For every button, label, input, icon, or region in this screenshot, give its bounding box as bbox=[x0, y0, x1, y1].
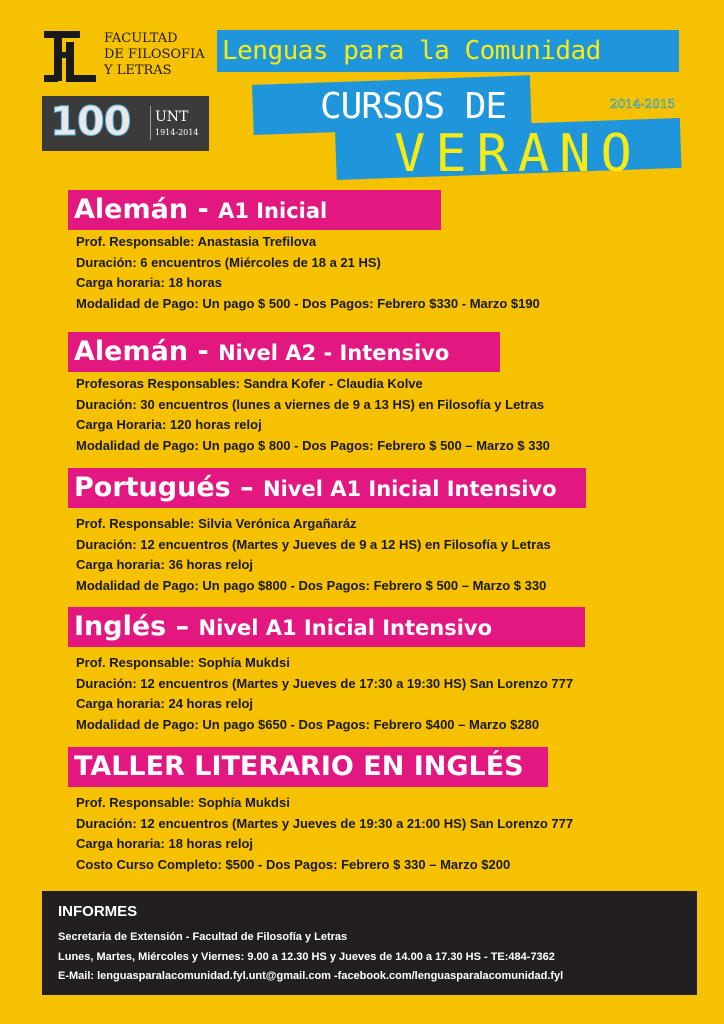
course-language: TALLER LITERARIO EN INGLÉS bbox=[74, 751, 524, 782]
course-separator: – bbox=[230, 472, 264, 503]
course-details bbox=[76, 232, 540, 314]
unt-100-label: 100 bbox=[50, 99, 131, 145]
course-language: Alemán bbox=[74, 194, 189, 225]
unt-centenary-badge bbox=[42, 96, 209, 151]
course-details bbox=[76, 793, 573, 875]
course-details bbox=[76, 653, 573, 735]
course-separator: – bbox=[166, 611, 199, 642]
page-title: Lenguas para la Comunidad bbox=[222, 36, 601, 66]
facultad-name bbox=[104, 31, 224, 79]
course-detail-line: Duración: 30 encuentros (lunes a viernes de 9 a 13 HS) en Filosofía y Letras bbox=[76, 396, 545, 412]
informes-details bbox=[58, 928, 563, 987]
course-detail-line: Carga horaria: 24 horas reloj bbox=[76, 696, 254, 711]
facultad-line: FACULTAD bbox=[104, 31, 178, 46]
course-detail-line: Prof. Responsable: Silvia Verónica Argañaráz bbox=[76, 516, 357, 531]
course-detail-line: Carga horaria: 36 horas reloj bbox=[76, 557, 254, 572]
informes-line: Secretaria de Extensión - Facultad de Filosofía y Letras bbox=[58, 931, 348, 943]
course-level: Nivel A2 - Intensivo bbox=[218, 341, 450, 365]
season-years: 2014-2015 bbox=[610, 97, 676, 111]
cursos-title: CURSOS DE bbox=[320, 86, 507, 127]
facultad-line: DE FILOSOFIA bbox=[104, 47, 205, 62]
course-detail-line: Duración: 12 encuentros (Martes y Jueves de 19:30 a 21:00 HS) San Lorenzo 777 bbox=[76, 815, 574, 831]
course-details bbox=[76, 374, 550, 456]
facultad-line: Y LETRAS bbox=[104, 63, 172, 78]
course-detail-line: Carga Horaria: 120 horas reloj bbox=[76, 417, 262, 432]
course-detail-line: Prof. Responsable: Anastasia Trefilova bbox=[76, 234, 317, 249]
course-detail-line: Duración: 12 encuentros (Martes y Jueves de 17:30 a 19:30 HS) San Lorenzo 777 bbox=[76, 675, 574, 691]
course-detail-line: Carga horaria: 18 horas bbox=[76, 275, 222, 290]
badge-divider bbox=[150, 106, 151, 140]
verano-title: VERANO bbox=[394, 124, 642, 184]
course-detail-line: Modalidad de Pago: Un pago $ 500 - Dos Pagos: Febrero $330 - Marzo $190 bbox=[76, 295, 540, 311]
informes-box bbox=[42, 891, 697, 995]
unt-name: UNT bbox=[155, 109, 189, 125]
course-separator: - bbox=[188, 194, 219, 225]
informes-line: Lunes, Martes, Miércoles y Viernes: 9.00 a 12.30 HS y Jueves de 14.00 a 17.30 HS - TE:484-7362 bbox=[58, 950, 555, 963]
informes-line: E-Mail: lenguasparalacomunidad.fyl.unt@gmail.com -facebook.com/lenguasparalacomunidad.fyl bbox=[58, 970, 564, 982]
course-detail-line: Prof. Responsable: Sophía Mukdsi bbox=[76, 795, 290, 810]
course-language: Alemán bbox=[74, 336, 189, 367]
course-detail-line: Profesoras Responsables: Sandra Kofer - Claudia Kolve bbox=[76, 376, 423, 391]
course-details bbox=[76, 514, 551, 596]
course-title bbox=[74, 468, 557, 511]
course-level: Nivel A1 Inicial Intensivo bbox=[263, 477, 557, 501]
course-detail-line: Duración: 12 encuentros (Martes y Jueves de 9 a 12 HS) en Filosofía y Letras bbox=[76, 536, 551, 552]
course-title bbox=[74, 747, 524, 790]
course-level: A1 Inicial bbox=[218, 199, 328, 223]
course-title bbox=[74, 332, 449, 375]
course-language: Inglés bbox=[74, 611, 167, 642]
course-detail-line: Carga horaria: 18 horas reloj bbox=[76, 836, 254, 851]
course-detail-line: Modalidad de Pago: Un pago $ 800 - Dos Pagos: Febrero $ 500 – Marzo $ 330 bbox=[76, 437, 550, 453]
course-detail-line: Modalidad de Pago: Un pago $800 - Dos Pagos: Febrero $ 500 – Marzo $ 330 bbox=[76, 577, 547, 593]
unt-years: 1914-2014 bbox=[155, 128, 199, 137]
course-separator: - bbox=[188, 336, 219, 367]
course-level: Nivel A1 Inicial Intensivo bbox=[198, 616, 493, 640]
course-detail-line: Duración: 6 encuentros (Miércoles de 18 a 21 HS) bbox=[76, 254, 381, 270]
informes-title: INFORMES bbox=[58, 903, 138, 920]
course-title bbox=[74, 190, 327, 233]
course-title bbox=[74, 607, 492, 650]
facultad-logo bbox=[42, 28, 98, 86]
course-detail-line: Costo Curso Completo: $500 - Dos Pagos: Febrero $ 330 – Marzo $200 bbox=[76, 856, 511, 872]
course-detail-line: Modalidad de Pago: Un pago $650 - Dos Pagos: Febrero $400 – Marzo $280 bbox=[76, 716, 540, 732]
course-detail-line: Prof. Responsable: Sophía Mukdsi bbox=[76, 655, 290, 670]
course-language: Portugués bbox=[74, 472, 231, 503]
